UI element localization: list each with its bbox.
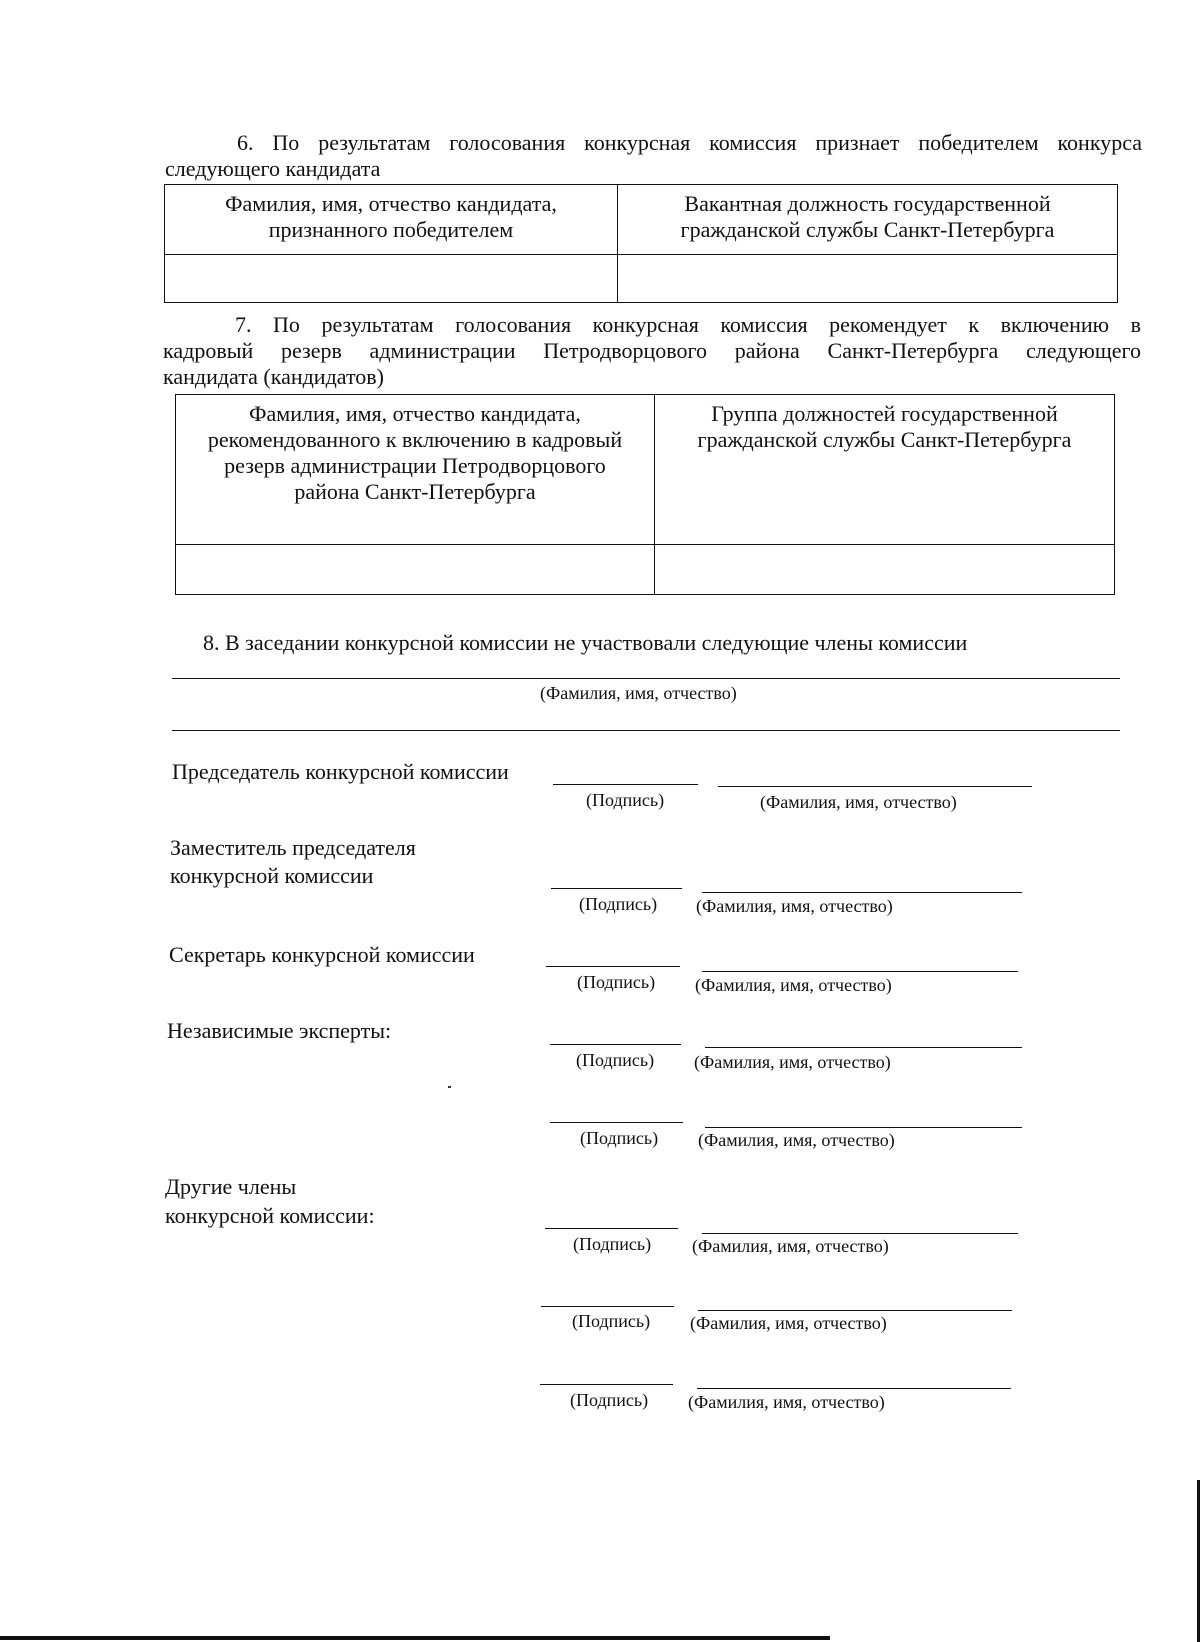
- deputy-label-line-1: Заместитель председателя: [170, 835, 416, 860]
- secretary-name-line[interactable]: [702, 971, 1018, 972]
- section-6-text: [165, 130, 1142, 182]
- deputy-label-line-2: конкурсной комиссии: [170, 863, 374, 888]
- absent-members-line-2[interactable]: [172, 730, 1120, 731]
- section-6-line-1: 6. По результатам голосования конкурсная комиссия признает победителем конкурса: [237, 130, 1142, 155]
- secretary-signature-caption: (Подпись): [577, 972, 656, 992]
- expert-2-signature-line[interactable]: [550, 1122, 683, 1123]
- expert-2-signature-caption: (Подпись): [580, 1128, 659, 1148]
- expert-2-name-line[interactable]: [705, 1127, 1022, 1128]
- winner-table-cell-position[interactable]: [618, 255, 1118, 303]
- member-1-signature-caption: (Подпись): [573, 1234, 652, 1254]
- member-2-signature-caption: (Подпись): [572, 1311, 651, 1331]
- reserve-table-header-row: [176, 395, 1115, 545]
- chairman-name-line[interactable]: [718, 786, 1032, 787]
- member-2-name-caption: (Фамилия, имя, отчество): [690, 1313, 887, 1333]
- chairman-name-caption: (Фамилия, имя, отчество): [760, 792, 957, 812]
- winner-table-header-name: Фамилия, имя, отчество кандидата, признанного победителем: [165, 185, 618, 255]
- winner-table-header-position: Вакантная должность государственной гражданской службы Санкт-Петербурга: [618, 185, 1118, 255]
- member-2-name-line[interactable]: [698, 1310, 1012, 1311]
- chairman-label: Председатель конкурсной комиссии: [172, 759, 509, 784]
- reserve-table-empty-row: [176, 545, 1115, 595]
- expert-2-name-caption: (Фамилия, имя, отчество): [698, 1130, 895, 1150]
- scan-speck: [448, 1086, 451, 1088]
- member-2-signature-line[interactable]: [541, 1306, 674, 1307]
- deputy-signature-line[interactable]: [551, 888, 682, 889]
- chairman-signature-line[interactable]: [553, 784, 698, 785]
- member-1-signature-line[interactable]: [545, 1228, 678, 1229]
- section-6-line-2: следующего кандидата: [165, 156, 381, 181]
- secretary-label: Секретарь конкурсной комиссии: [169, 942, 475, 967]
- absent-members-line-1[interactable]: [172, 678, 1120, 679]
- chairman-signature-caption: (Подпись): [586, 790, 665, 810]
- section-7-text: [163, 312, 1141, 390]
- winner-table: [164, 184, 1118, 303]
- member-1-name-line[interactable]: [702, 1233, 1018, 1234]
- reserve-table-header-group: Группа должностей государственной гражданской службы Санкт-Петербурга: [655, 395, 1115, 545]
- others-label-line-1: Другие члены: [165, 1174, 297, 1199]
- deputy-signature-caption: (Подпись): [579, 894, 658, 914]
- section-7-line-3: кандидата (кандидатов): [163, 364, 385, 389]
- winner-table-header-row: [165, 185, 1118, 255]
- member-3-name-line[interactable]: [697, 1388, 1011, 1389]
- member-3-name-caption: (Фамилия, имя, отчество): [688, 1392, 885, 1412]
- deputy-name-caption: (Фамилия, имя, отчество): [696, 896, 893, 916]
- reserve-table-cell-name[interactable]: [176, 545, 655, 595]
- winner-table-empty-row: [165, 255, 1118, 303]
- reserve-table: [175, 394, 1115, 595]
- expert-1-signature-caption: (Подпись): [576, 1050, 655, 1070]
- secretary-name-caption: (Фамилия, имя, отчество): [695, 975, 892, 995]
- section-7-line-1: 7. По результатам голосования конкурсная комиссия рекомендует к включению в: [235, 312, 1141, 337]
- absent-members-caption: (Фамилия, имя, отчество): [540, 683, 737, 703]
- expert-1-signature-line[interactable]: [550, 1044, 681, 1045]
- experts-label: Независимые эксперты:: [167, 1018, 392, 1043]
- winner-table-cell-name[interactable]: [165, 255, 618, 303]
- member-1-name-caption: (Фамилия, имя, отчество): [692, 1236, 889, 1256]
- expert-1-name-caption: (Фамилия, имя, отчество): [694, 1052, 891, 1072]
- others-label-line-2: конкурсной комиссии:: [165, 1203, 375, 1228]
- member-3-signature-line[interactable]: [540, 1384, 673, 1385]
- section-8-text: 8. В заседании конкурсной комиссии не участвовали следующие члены комиссии: [203, 630, 968, 655]
- member-3-signature-caption: (Подпись): [570, 1390, 649, 1410]
- deputy-name-line[interactable]: [702, 892, 1022, 893]
- expert-1-name-line[interactable]: [705, 1047, 1022, 1048]
- reserve-table-header-name: Фамилия, имя, отчество кандидата, рекомендованного к включению в кадровый резерв администрации Петродворцового района Санкт-Петербурга: [176, 395, 655, 545]
- scan-edge-bottom: [0, 1636, 830, 1640]
- reserve-table-cell-group[interactable]: [655, 545, 1115, 595]
- secretary-signature-line[interactable]: [546, 966, 680, 967]
- section-7-line-2: кадровый резерв администрации Петродворцового района Санкт-Петербурга следующего: [163, 338, 1141, 363]
